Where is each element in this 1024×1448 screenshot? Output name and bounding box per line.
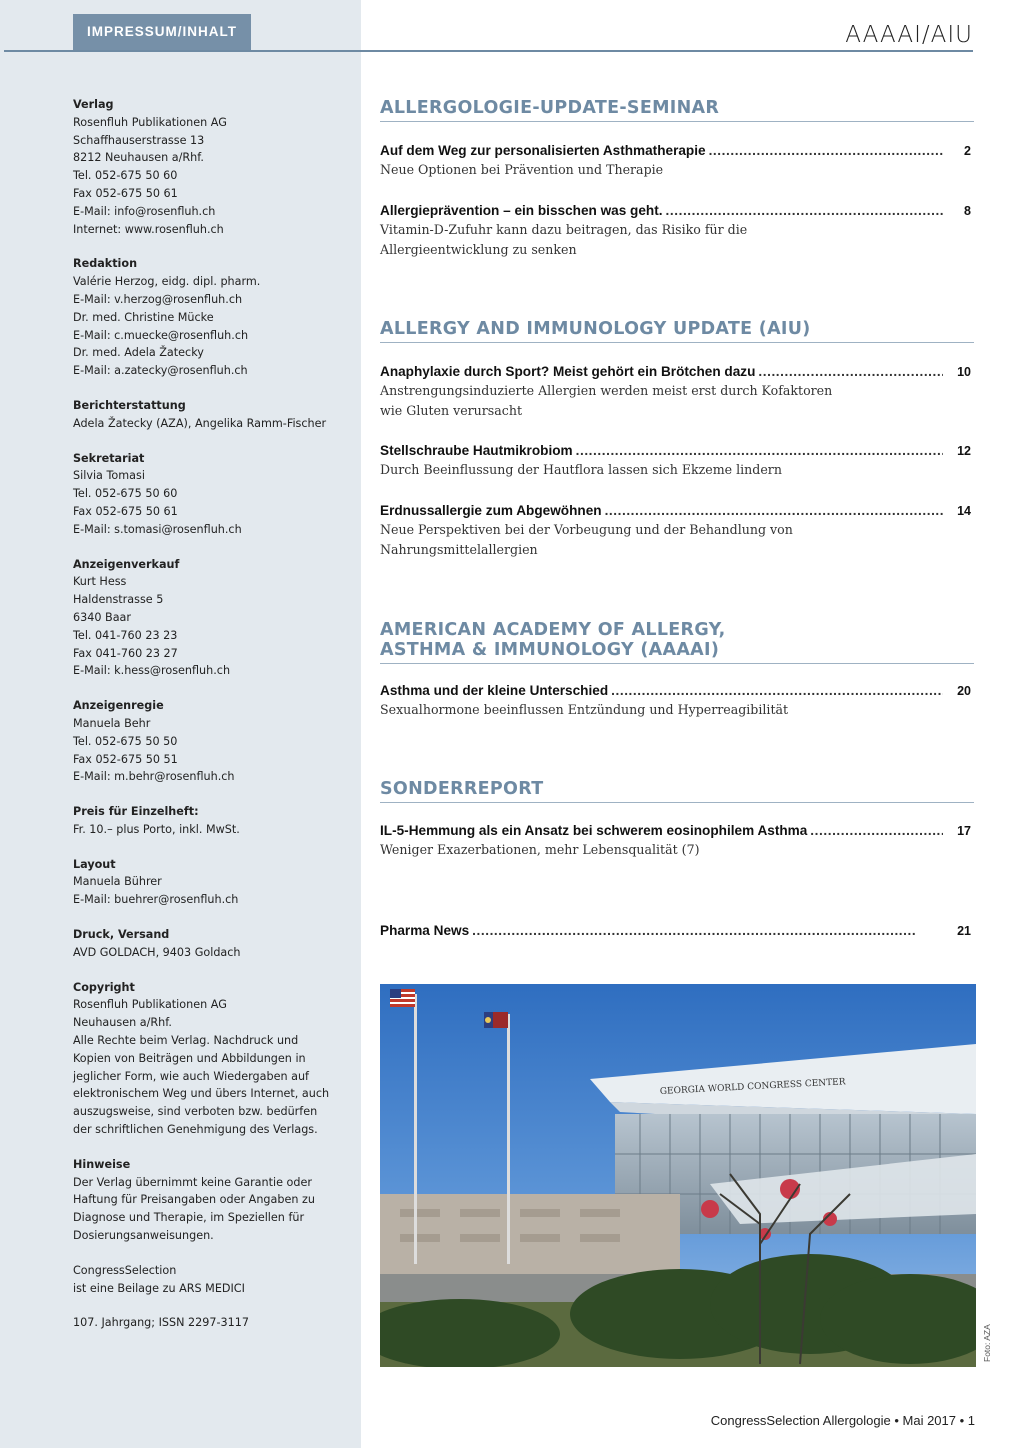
toc-entry-subtitle: Anstrengungsinduzierte Allergien werden meist erst durch Kofaktoren wie Gluten verursacht (380, 383, 833, 418)
imprint-block (73, 556, 353, 681)
page-footer: CongressSelection Allergologie • Mai 2017 • 1 (710, 1413, 975, 1428)
imprint-line: Silvia Tomasi (73, 469, 145, 483)
toc-entry-title: Pharma News (380, 923, 470, 938)
imprint-line: der schriftlichen Genehmigung des Verlags. (73, 1123, 318, 1137)
imprint-line: Der Verlag übernimmt keine Garantie oder (73, 1175, 312, 1189)
toc-entry[interactable] (380, 503, 974, 560)
imprint-line: E-Mail: k.hess@rosenfluh.ch (73, 664, 231, 678)
toc-entry[interactable] (380, 443, 974, 480)
imprint-line: Rosenfluh Publikationen AG (73, 115, 227, 129)
imprint-line: Alle Rechte beim Verlag. Nachdruck und (73, 1034, 299, 1048)
leader-dots (611, 683, 943, 698)
imprint-line: 107. Jahrgang; ISSN 2297-3117 (73, 1316, 249, 1330)
toc-page-number: 12 (957, 444, 971, 458)
imprint-line: Fax 052-675 50 61 (73, 504, 178, 518)
toc-page-number: 20 (957, 684, 971, 698)
imprint-line: AVD GOLDACH, 9403 Goldach (73, 945, 241, 959)
toc-entry-title: Stellschraube Hautmikrobiom (380, 443, 573, 458)
imprint-line: Diagnose und Therapie, im Speziellen für (73, 1211, 305, 1225)
imprint-line: auszugsweise, sind verboten bzw. bedürfen (73, 1105, 318, 1119)
toc-entry-subtitle: Sexualhormone beeinflussen Entzündung und Hyperreagibilität (380, 702, 789, 717)
toc-page-number: 17 (957, 824, 971, 838)
building-sign: GEORGIA WORLD CONGRESS CENTER (659, 1077, 846, 1097)
imprint-line: Internet: www.rosenfluh.ch (73, 222, 224, 236)
imprint-line: Dr. med. Adela Žatecky (73, 346, 204, 360)
toc-entry-subtitle: Weniger Exazerbationen, mehr Lebensqualität (7) (380, 842, 700, 857)
imprint-block (73, 926, 353, 962)
section-title: ALLERGY AND IMMUNOLOGY UPDATE (AIU) (380, 319, 974, 343)
toc-entry-subtitle: Neue Perspektiven bei der Vorbeugung und der Behandlung von Nahrungsmittelallergien (380, 522, 793, 557)
imprint-heading: Hinweise (73, 1157, 131, 1171)
imprint-line: Fr. 10.– plus Porto, inkl. MwSt. (73, 822, 240, 836)
imprint-block (73, 979, 353, 1139)
imprint-line: E-Mail: buehrer@rosenfluh.ch (73, 893, 239, 907)
us-flag-icon (390, 989, 415, 1007)
imprint-line: Haldenstrasse 5 (73, 593, 164, 607)
imprint-line: Fax 052-675 50 61 (73, 186, 178, 200)
imprint-line: E-Mail: s.tomasi@rosenfluh.ch (73, 522, 242, 536)
imprint-heading: Berichterstattung (73, 398, 186, 412)
imprint-line: CongressSelection (73, 1263, 177, 1277)
leader-dots (810, 823, 943, 838)
imprint-line: Adela Žatecky (AZA), Angelika Ramm-Fischer (73, 416, 327, 430)
imprint-block (73, 803, 353, 839)
imprint-heading: Copyright (73, 980, 135, 994)
leader-dots (666, 203, 943, 218)
section-tab: IMPRESSUM/INHALT (73, 14, 251, 50)
toc-entry[interactable] (380, 683, 974, 720)
imprint-line: Tel. 052-675 50 50 (73, 734, 178, 748)
toc-page-number: 14 (957, 504, 971, 518)
toc-entry[interactable] (380, 364, 974, 421)
imprint-heading: Druck, Versand (73, 928, 170, 942)
toc-page-number: 21 (957, 924, 971, 938)
imprint-line: E-Mail: a.zatecky@rosenfluh.ch (73, 364, 248, 378)
imprint-line: E-Mail: c.muecke@rosenfluh.ch (73, 328, 249, 342)
imprint-line: Tel. 041-760 23 23 (73, 628, 178, 642)
imprint-line: Tel. 052-675 50 60 (73, 487, 178, 501)
toc-entry-title: Anaphylaxie durch Sport? Meist gehört ein Brötchen dazu (380, 364, 756, 379)
toc-entry-title: IL-5-Hemmung als ein Ansatz bei schwerem eosinophilem Asthma (380, 823, 808, 838)
imprint-line: 8212 Neuhausen a/Rhf. (73, 151, 204, 165)
imprint-line: jeglicher Form, wie auch Wiedergaben auf (73, 1069, 309, 1083)
imprint-line: Rosenfluh Publikationen AG (73, 998, 227, 1012)
imprint-heading: Anzeigenverkauf (73, 557, 180, 571)
imprint-line: E-Mail: m.behr@rosenfluh.ch (73, 770, 235, 784)
imprint-block (73, 1314, 353, 1332)
section-allergologie (380, 98, 974, 122)
imprint-block (73, 1262, 353, 1298)
imprint-heading: Redaktion (73, 257, 138, 271)
photo-credit: Foto: AZA (982, 1324, 992, 1362)
section-sonderreport (380, 779, 974, 803)
imprint-line: Fax 041-760 23 27 (73, 646, 178, 660)
imprint-line: Manuela Bührer (73, 875, 162, 889)
leader-dots (576, 443, 943, 458)
header-title: AAAAI/AIU (845, 22, 973, 48)
imprint-line: Manuela Behr (73, 716, 151, 730)
leader-dots (605, 503, 943, 518)
toc-entry-subtitle: Vitamin-D-Zufuhr kann dazu beitragen, das Risiko für die Allergieentwicklung zu senken (380, 222, 748, 257)
toc-entry-subtitle: Neue Optionen bei Prävention und Therapie (380, 162, 664, 177)
imprint-line: Haftung für Preisangaben oder Angaben zu (73, 1193, 315, 1207)
toc-page-number: 2 (964, 144, 971, 158)
toc-entry-title: Asthma und der kleine Unterschied (380, 683, 609, 698)
imprint-line: elektronischem Weg und übers Internet, auch (73, 1087, 330, 1101)
toc-entry-title: Allergieprävention – ein bisschen was geht. (380, 203, 663, 218)
imprint-line: 6340 Baar (73, 610, 132, 624)
imprint-heading: Layout (73, 857, 116, 871)
imprint-line: Kopien von Beiträgen und Abbildungen in (73, 1051, 306, 1065)
imprint-line: Kurt Hess (73, 575, 127, 589)
imprint-block (73, 1156, 353, 1245)
imprint-line: Neuhausen a/Rhf. (73, 1016, 172, 1030)
toc-entry[interactable] (380, 143, 974, 180)
section-rule (380, 663, 974, 664)
toc-page-number: 8 (964, 204, 971, 218)
section-aaaai (380, 620, 974, 664)
imprint-block (73, 255, 353, 380)
imprint-line: Dr. med. Christine Mücke (73, 310, 214, 324)
congress-center-photo (380, 984, 976, 1367)
imprint-heading: Anzeigenregie (73, 699, 164, 713)
state-flag-icon (484, 1012, 508, 1028)
imprint-block (73, 697, 353, 786)
toc-page-number: 10 (957, 365, 971, 379)
imprint-heading: Sekretariat (73, 451, 145, 465)
section-title: SONDERREPORT (380, 779, 974, 803)
imprint-line: Tel. 052-675 50 60 (73, 169, 178, 183)
imprint-line: E-Mail: info@rosenfluh.ch (73, 204, 216, 218)
header-rule (4, 50, 973, 52)
imprint-block (73, 856, 353, 909)
imprint-column (73, 96, 353, 1349)
section-title: ALLERGOLOGIE-UPDATE-SEMINAR (380, 98, 974, 122)
imprint-block (73, 397, 353, 433)
section-aiu (380, 319, 974, 343)
imprint-line: Schaffhauserstrasse 13 (73, 133, 205, 147)
imprint-heading: Verlag (73, 98, 114, 111)
leader-dots (709, 143, 943, 158)
imprint-block (73, 96, 353, 238)
toc-entry[interactable] (380, 923, 974, 938)
imprint-line: Valérie Herzog, eidg. dipl. pharm. (73, 275, 261, 289)
section-title: AMERICAN ACADEMY OF ALLERGY, ASTHMA & IMMUNOLOGY (AAAAI) (380, 620, 726, 660)
toc-entry-subtitle: Durch Beeinflussung der Hautflora lassen sich Ekzeme lindern (380, 462, 782, 477)
toc-entry[interactable] (380, 823, 974, 860)
imprint-line: Fax 052-675 50 51 (73, 752, 178, 766)
imprint-line: E-Mail: v.herzog@rosenfluh.ch (73, 292, 243, 306)
imprint-block (73, 450, 353, 539)
toc-entry[interactable] (380, 203, 974, 260)
toc-entry-title: Auf dem Weg zur personalisierten Asthmatherapie (380, 143, 706, 158)
leader-dots (472, 923, 917, 938)
toc-entry-title: Erdnussallergie zum Abgewöhnen (380, 503, 602, 518)
leader-dots (758, 364, 943, 379)
imprint-line: Dosierungsanweisungen. (73, 1229, 214, 1243)
imprint-line: ist eine Beilage zu ARS MEDICI (73, 1281, 245, 1295)
imprint-heading: Preis für Einzelheft: (73, 805, 199, 819)
